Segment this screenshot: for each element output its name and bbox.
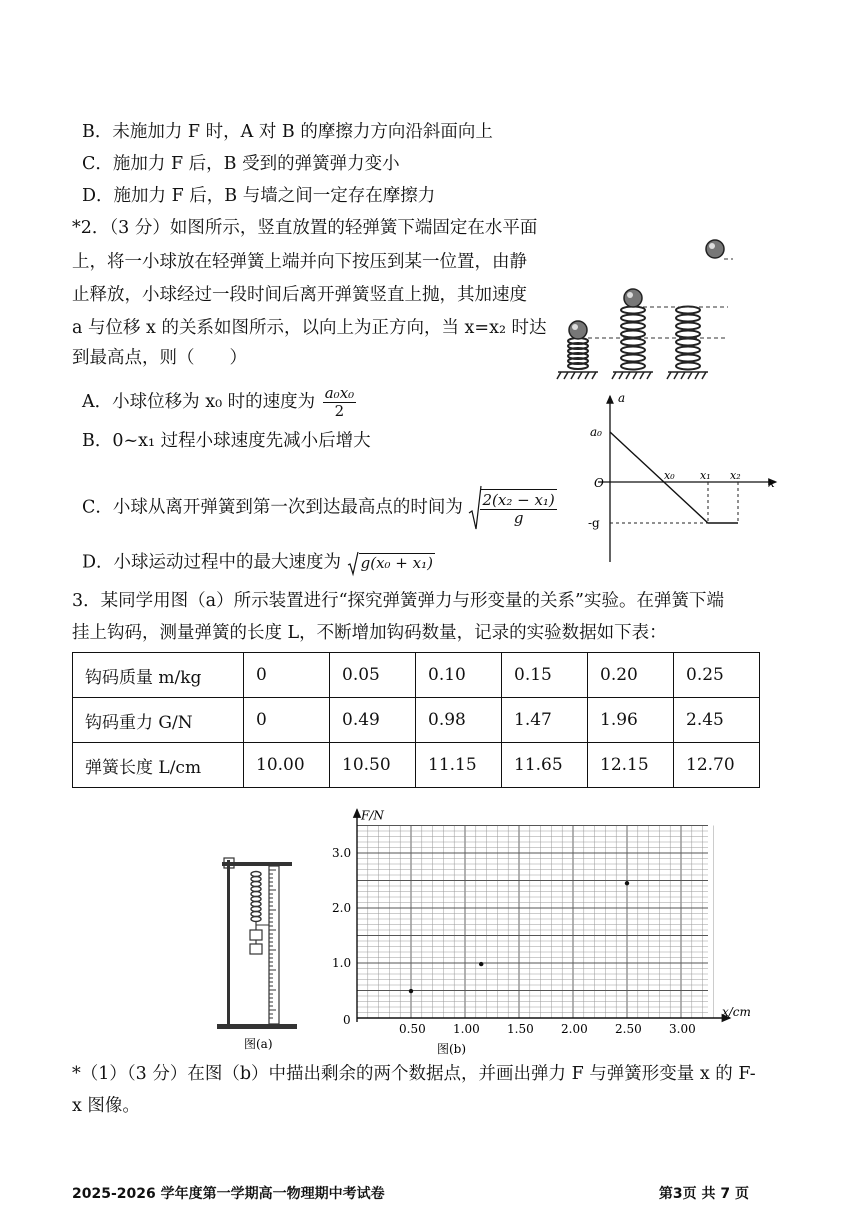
table-cell: 0.98 (416, 698, 502, 743)
table-cell: 0 (244, 698, 330, 743)
q2-option-d-radicand: g(x₀ + x₁) (360, 553, 433, 572)
table-cell: 10.50 (330, 743, 416, 788)
table-cell: 2.45 (674, 698, 760, 743)
q2-option-a-denominator: 2 (334, 402, 345, 420)
q3-sub1-line2: x 图像。 (72, 1096, 140, 1116)
force-extension-chart (322, 800, 751, 1058)
sqrt-sign-icon (347, 551, 359, 575)
apparatus-stand (227, 860, 230, 1025)
origin-label: O (594, 476, 604, 490)
q2-option-d (82, 551, 435, 575)
data-point (479, 962, 483, 966)
q2-option-a-numerator: a₀x₀ (324, 384, 355, 402)
table-row (73, 743, 760, 788)
y-tick-label: 1.0 (332, 956, 352, 970)
table-cell: 12.70 (674, 743, 760, 788)
q2-option-c-sqrt (468, 485, 558, 531)
table-cell: 1.96 (588, 698, 674, 743)
x-tick-label: 3.00 (669, 1022, 696, 1036)
q1-option-c: C．施加力 F 后，B 受到的弹簧弹力变小 (82, 154, 400, 174)
table-cell: 钩码质量 m/kg (73, 653, 244, 698)
q3-stem-line1: 3．某同学用图（a）所示装置进行“探究弹簧弹力与形变量的关系”实验。在弹簧下端 (72, 591, 724, 611)
footer-exam-title: 2025-2026 学年度第一学期高一物理期中考试卷 (72, 1186, 385, 1202)
apparatus-figure (212, 852, 312, 1052)
table-cell: 11.15 (416, 743, 502, 788)
data-point (625, 881, 629, 885)
q2-option-b: B．0~x₁ 过程小球速度先减小后增大 (82, 431, 371, 451)
y-axis-label: F/N (361, 808, 384, 823)
table-row (73, 653, 760, 698)
a-axis-label: a (618, 391, 626, 405)
q2-stem-line1: *2．（3 分）如图所示，竖直放置的轻弹簧下端固定在水平面 (72, 218, 538, 238)
q2-option-d-text: D．小球运动过程中的最大速度为 (82, 552, 342, 573)
table-cell: 11.65 (502, 743, 588, 788)
y-tick-label: 3.0 (332, 846, 352, 860)
q3-stem-line2: 挂上钩码，测量弹簧的长度 L，不断增加钩码数量，记录的实验数据如下表： (72, 623, 667, 643)
q1-option-d: D．施加力 F 后，B 与墙之间一定存在摩擦力 (82, 186, 436, 206)
x0-label: x₀ (664, 469, 675, 482)
hook-weight (250, 930, 262, 940)
acceleration-displacement-graph (588, 390, 788, 566)
q2-option-c-text: C．小球从离开弹簧到第一次到达最高点的时间为 (82, 497, 463, 518)
x-tick-label: 2.50 (615, 1022, 642, 1036)
data-point (409, 989, 413, 993)
figure-a-caption: 图(a) (244, 1037, 273, 1051)
apparatus-arm (222, 862, 292, 866)
spring-coil (251, 872, 261, 922)
q2-option-a-text: A．小球位移为 x₀ 时的速度为 (82, 392, 316, 412)
table-cell: 0.05 (330, 653, 416, 698)
q2-option-c (82, 485, 559, 531)
x1-label: x₁ (700, 469, 711, 482)
table-cell: 弹簧长度 L/cm (73, 743, 244, 788)
q2-option-c-numerator: 2(x₂ − x₁) (482, 491, 555, 509)
x-tick-label: 1.50 (507, 1022, 534, 1036)
table-row (73, 698, 760, 743)
q2-option-c-fraction (480, 489, 556, 527)
x2-label: x₂ (730, 469, 741, 482)
hook-weight (250, 944, 262, 954)
footer-page-number: 第3页 共 7 页 (658, 1186, 749, 1202)
table-cell: 0.25 (674, 653, 760, 698)
x-tick-label: 0.50 (399, 1022, 426, 1036)
table-cell: 0.20 (588, 653, 674, 698)
figure-b-caption: 图(b) (437, 1042, 467, 1056)
q2-stem-line3: 止释放，小球经过一段时间后离开弹簧竖直上抛，其加速度 (72, 285, 527, 305)
q2-option-c-denominator: g (513, 509, 524, 527)
x-axis-label: x (768, 476, 775, 490)
data-table (72, 652, 760, 788)
table-cell: 0.49 (330, 698, 416, 743)
table-cell: 0.10 (416, 653, 502, 698)
table-cell: 12.15 (588, 743, 674, 788)
table-cell: 0.15 (502, 653, 588, 698)
q3-sub1-line1: *（1）（3 分）在图（b）中描出剩余的两个数据点，并画出弹力 F 与弹簧形变量 x 的 F- (72, 1064, 756, 1084)
y-tick-label: 2.0 (332, 901, 352, 915)
origin-label: 0 (343, 1013, 351, 1027)
spring-figure (553, 232, 733, 382)
x-tick-label: 2.00 (561, 1022, 588, 1036)
q2-stem-line5: 到最高点，则（ ） (72, 348, 247, 368)
q2-stem-line2: 上，将一小球放在轻弹簧上端并向下按压到某一位置，由静 (72, 252, 527, 272)
x-axis-label: x/cm (722, 1005, 751, 1019)
q1-option-b: B．未施加力 F 时，A 对 B 的摩擦力方向沿斜面向上 (82, 122, 493, 142)
table-cell: 钩码重力 G/N (73, 698, 244, 743)
a0-label: a₀ (590, 425, 602, 439)
neg-g-label: -g (588, 516, 600, 530)
q2-option-a-fraction (323, 385, 356, 420)
table-cell: 1.47 (502, 698, 588, 743)
q2-option-a (82, 385, 358, 420)
table-cell: 0 (244, 653, 330, 698)
q2-stem-line4: a 与位移 x 的关系如图所示，以向上为正方向，当 x=x₂ 时达 (72, 318, 547, 338)
x-tick-label: 1.00 (453, 1022, 480, 1036)
table-cell: 10.00 (244, 743, 330, 788)
